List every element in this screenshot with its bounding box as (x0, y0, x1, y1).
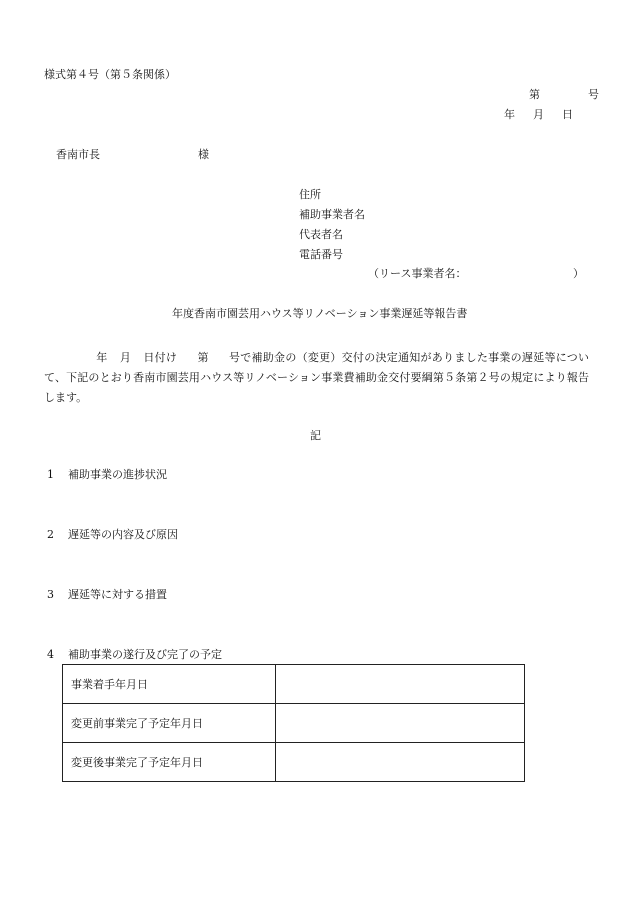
phone-label: 電話番号 (299, 248, 343, 261)
schedule-table (62, 664, 525, 782)
form-number: 様式第４号（第５条関係） (44, 68, 176, 81)
item-number: 4 (47, 648, 54, 661)
doc-no-suffix: 号 (588, 88, 599, 101)
lease-company-label: （リース事業者名： (368, 267, 467, 280)
item-label: 補助事業の遂行及び完了の予定 (68, 648, 222, 661)
table-value-cell[interactable] (276, 704, 525, 743)
date-month: 月 (533, 108, 544, 121)
body-day: 日付け (143, 351, 178, 364)
document-title: 年度香南市園芸用ハウス等リノベーション事業遅延等報告書 (172, 307, 468, 320)
body-rest: 号で補助金の（変更）交付の決定通知がありました事業の遅延等について、下記のとおり香南市園芸用ハウス等リノベーション事業費補助金交付要綱第５条第２号の規定により報告します。 (44, 351, 590, 404)
doc-no-prefix: 第 (529, 88, 540, 101)
representative-label: 代表者名 (299, 228, 343, 241)
business-name-label: 補助事業者名 (299, 208, 365, 221)
lease-company-close: ） (573, 267, 584, 280)
item-label: 補助事業の進捗状況 (68, 468, 167, 481)
table-label-cell: 変更前事業完了予定年月日 (63, 704, 276, 743)
addressee-name: 香南市長 (56, 148, 100, 161)
date-line (504, 109, 573, 120)
ki-heading: 記 (310, 429, 321, 442)
body-no-prefix: 第 (197, 351, 209, 364)
body-year: 年 (96, 351, 108, 364)
document-number-line (529, 89, 599, 100)
body-paragraph (44, 348, 589, 408)
date-day: 日 (562, 108, 573, 121)
body-month: 月 (119, 351, 132, 364)
table-label-cell: 事業着手年月日 (63, 665, 276, 704)
address-label: 住所 (299, 188, 321, 201)
table-row (63, 704, 525, 743)
table-value-cell[interactable] (276, 743, 525, 782)
table-row (63, 743, 525, 782)
item-number: 3 (47, 588, 54, 601)
table-label-cell: 変更後事業完了予定年月日 (63, 743, 276, 782)
addressee-honorific: 様 (198, 148, 209, 161)
table-row (63, 665, 525, 704)
item-number: 2 (47, 528, 54, 541)
table-value-cell[interactable] (276, 665, 525, 704)
date-year: 年 (504, 108, 515, 121)
item-number: 1 (47, 468, 54, 481)
item-label: 遅延等の内容及び原因 (68, 528, 178, 541)
item-label: 遅延等に対する措置 (68, 588, 167, 601)
